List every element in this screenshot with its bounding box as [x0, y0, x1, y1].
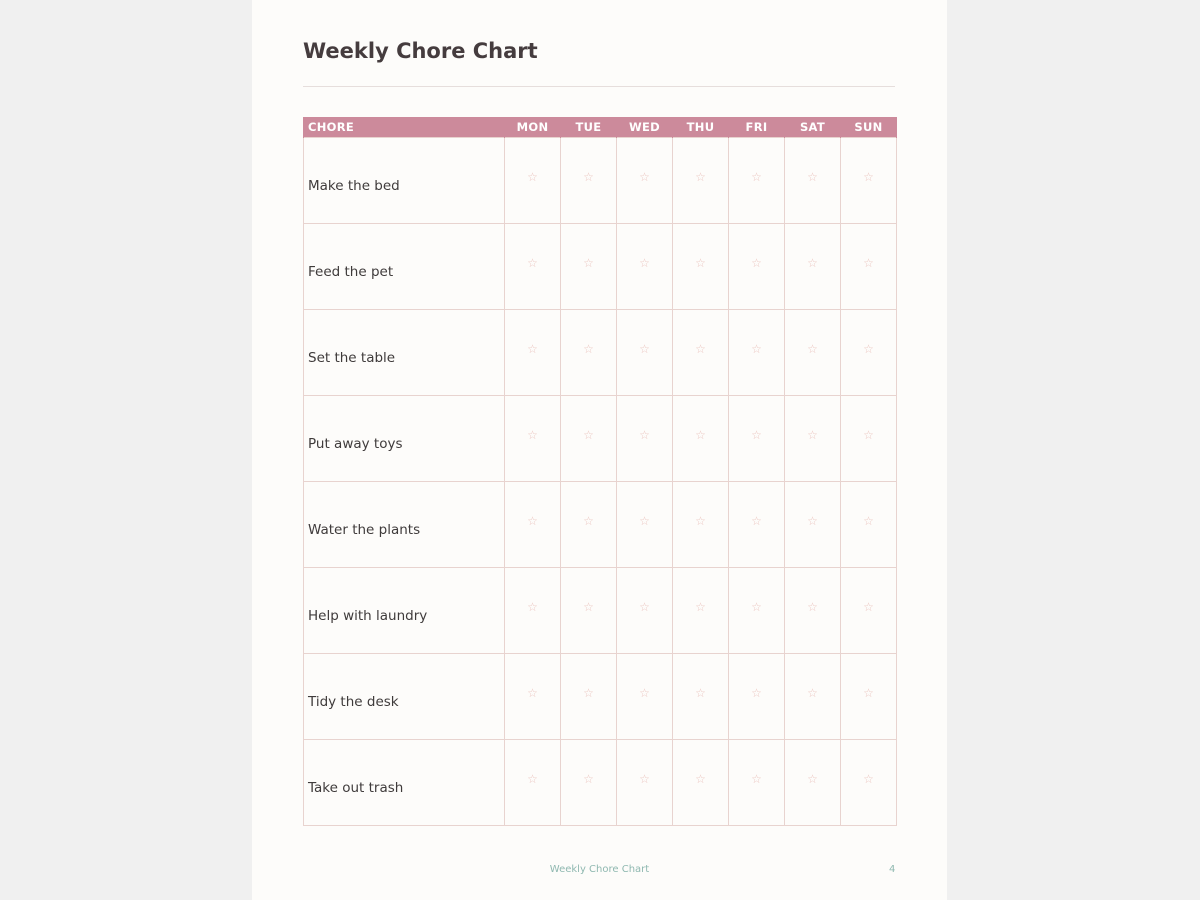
- checkbox-cell-fri[interactable]: [729, 310, 785, 396]
- checkbox-cell-sun[interactable]: [841, 310, 897, 396]
- column-header-thu: THU: [673, 117, 729, 138]
- checkbox-cell-wed[interactable]: [617, 138, 673, 224]
- star-icon: ☆: [751, 428, 762, 442]
- chore-name-cell: [304, 654, 505, 740]
- checkbox-cell-mon[interactable]: [505, 310, 561, 396]
- table-row: [304, 654, 897, 740]
- column-header-fri: FRI: [729, 117, 785, 138]
- chore-label: Put away toys: [308, 435, 403, 452]
- checkbox-cell-tue[interactable]: [561, 224, 617, 310]
- checkbox-cell-thu[interactable]: [673, 568, 729, 654]
- checkbox-cell-tue[interactable]: [561, 740, 617, 826]
- star-icon: ☆: [695, 170, 706, 184]
- checkbox-cell-wed[interactable]: [617, 224, 673, 310]
- table-row: [304, 740, 897, 826]
- column-header-mon: MON: [505, 117, 561, 138]
- star-icon: ☆: [583, 428, 594, 442]
- star-icon: ☆: [527, 600, 538, 614]
- checkbox-cell-thu[interactable]: [673, 138, 729, 224]
- page-number: 4: [889, 864, 896, 875]
- checkbox-cell-sun[interactable]: [841, 568, 897, 654]
- checkbox-cell-fri[interactable]: [729, 568, 785, 654]
- table-header-row: [304, 117, 897, 138]
- checkbox-cell-sat[interactable]: [785, 654, 841, 740]
- checkbox-cell-mon[interactable]: [505, 568, 561, 654]
- star-icon: ☆: [583, 170, 594, 184]
- table-row: [304, 568, 897, 654]
- checkbox-cell-wed[interactable]: [617, 396, 673, 482]
- chore-label: Water the plants: [308, 521, 421, 538]
- checkbox-cell-sat[interactable]: [785, 396, 841, 482]
- chore-name-cell: [304, 740, 505, 826]
- star-icon: ☆: [863, 428, 874, 442]
- star-icon: ☆: [527, 256, 538, 270]
- chore-label: Take out trash: [308, 779, 404, 796]
- checkbox-cell-sat[interactable]: [785, 310, 841, 396]
- chore-name-cell: [304, 224, 505, 310]
- checkbox-cell-mon[interactable]: [505, 482, 561, 568]
- checkbox-cell-fri[interactable]: [729, 740, 785, 826]
- checkbox-cell-mon[interactable]: [505, 224, 561, 310]
- chore-label: Feed the pet: [308, 263, 394, 280]
- star-icon: ☆: [807, 256, 818, 270]
- checkbox-cell-wed[interactable]: [617, 482, 673, 568]
- footer-title: Weekly Chore Chart: [549, 864, 650, 875]
- star-icon: ☆: [807, 686, 818, 700]
- checkbox-cell-fri[interactable]: [729, 138, 785, 224]
- checkbox-cell-fri[interactable]: [729, 482, 785, 568]
- checkbox-cell-wed[interactable]: [617, 654, 673, 740]
- chore-label: Help with laundry: [308, 607, 428, 624]
- star-icon: ☆: [583, 256, 594, 270]
- star-icon: ☆: [527, 686, 538, 700]
- star-icon: ☆: [863, 342, 874, 356]
- star-icon: ☆: [695, 428, 706, 442]
- chore-name-cell: [304, 396, 505, 482]
- checkbox-cell-tue[interactable]: [561, 568, 617, 654]
- checkbox-cell-mon[interactable]: [505, 396, 561, 482]
- star-icon: ☆: [863, 256, 874, 270]
- chore-label: Make the bed: [308, 177, 400, 194]
- star-icon: ☆: [527, 428, 538, 442]
- column-header-sat: SAT: [785, 117, 841, 138]
- checkbox-cell-mon[interactable]: [505, 654, 561, 740]
- table-row: [304, 224, 897, 310]
- star-icon: ☆: [751, 256, 762, 270]
- chore-label: Set the table: [308, 349, 396, 366]
- checkbox-cell-sat[interactable]: [785, 482, 841, 568]
- checkbox-cell-sun[interactable]: [841, 224, 897, 310]
- star-icon: ☆: [695, 256, 706, 270]
- star-icon: ☆: [751, 772, 762, 786]
- checkbox-cell-mon[interactable]: [505, 138, 561, 224]
- checkbox-cell-sat[interactable]: [785, 740, 841, 826]
- chore-label: Tidy the desk: [308, 693, 399, 710]
- checkbox-cell-fri[interactable]: [729, 654, 785, 740]
- star-icon: ☆: [807, 600, 818, 614]
- star-icon: ☆: [639, 686, 650, 700]
- star-icon: ☆: [863, 600, 874, 614]
- checkbox-cell-sun[interactable]: [841, 482, 897, 568]
- table-row: [304, 396, 897, 482]
- star-icon: ☆: [751, 342, 762, 356]
- checkbox-cell-fri[interactable]: [729, 396, 785, 482]
- star-icon: ☆: [863, 170, 874, 184]
- star-icon: ☆: [807, 428, 818, 442]
- checkbox-cell-tue[interactable]: [561, 310, 617, 396]
- checkbox-cell-wed[interactable]: [617, 310, 673, 396]
- checkbox-cell-wed[interactable]: [617, 740, 673, 826]
- star-icon: ☆: [695, 342, 706, 356]
- star-icon: ☆: [527, 170, 538, 184]
- star-icon: ☆: [751, 514, 762, 528]
- star-icon: ☆: [639, 170, 650, 184]
- title-divider: [303, 86, 895, 87]
- star-icon: ☆: [863, 686, 874, 700]
- checkbox-cell-sat[interactable]: [785, 224, 841, 310]
- star-icon: ☆: [695, 514, 706, 528]
- chore-name-cell: [304, 310, 505, 396]
- star-icon: ☆: [807, 514, 818, 528]
- chore-table-body: [304, 138, 897, 826]
- column-header-chore: CHORE: [304, 117, 505, 138]
- checkbox-cell-tue[interactable]: [561, 482, 617, 568]
- star-icon: ☆: [863, 514, 874, 528]
- table-row: [304, 310, 897, 396]
- star-icon: ☆: [751, 170, 762, 184]
- chore-name-cell: [304, 482, 505, 568]
- checkbox-cell-sun[interactable]: [841, 138, 897, 224]
- checkbox-cell-sun[interactable]: [841, 740, 897, 826]
- star-icon: ☆: [583, 342, 594, 356]
- checkbox-cell-thu[interactable]: [673, 396, 729, 482]
- star-icon: ☆: [583, 514, 594, 528]
- chore-name-cell: [304, 138, 505, 224]
- column-header-wed: WED: [617, 117, 673, 138]
- checkbox-cell-fri[interactable]: [729, 224, 785, 310]
- star-icon: ☆: [527, 772, 538, 786]
- checkbox-cell-mon[interactable]: [505, 740, 561, 826]
- star-icon: ☆: [807, 170, 818, 184]
- star-icon: ☆: [639, 514, 650, 528]
- star-icon: ☆: [639, 428, 650, 442]
- checkbox-cell-thu[interactable]: [673, 224, 729, 310]
- checkbox-cell-sun[interactable]: [841, 654, 897, 740]
- checkbox-cell-thu[interactable]: [673, 310, 729, 396]
- checkbox-cell-tue[interactable]: [561, 138, 617, 224]
- star-icon: ☆: [863, 772, 874, 786]
- checkbox-cell-tue[interactable]: [561, 396, 617, 482]
- star-icon: ☆: [695, 600, 706, 614]
- star-icon: ☆: [583, 772, 594, 786]
- checkbox-cell-tue[interactable]: [561, 654, 617, 740]
- checkbox-cell-thu[interactable]: [673, 482, 729, 568]
- star-icon: ☆: [639, 256, 650, 270]
- star-icon: ☆: [639, 600, 650, 614]
- star-icon: ☆: [583, 686, 594, 700]
- star-icon: ☆: [527, 514, 538, 528]
- star-icon: ☆: [751, 600, 762, 614]
- checkbox-cell-thu[interactable]: [673, 654, 729, 740]
- checkbox-cell-sun[interactable]: [841, 396, 897, 482]
- star-icon: ☆: [751, 686, 762, 700]
- star-icon: ☆: [639, 772, 650, 786]
- checkbox-cell-sat[interactable]: [785, 568, 841, 654]
- chore-table: [303, 117, 897, 826]
- star-icon: ☆: [807, 772, 818, 786]
- table-row: [304, 482, 897, 568]
- star-icon: ☆: [583, 600, 594, 614]
- star-icon: ☆: [695, 686, 706, 700]
- star-icon: ☆: [695, 772, 706, 786]
- star-icon: ☆: [639, 342, 650, 356]
- star-icon: ☆: [527, 342, 538, 356]
- page-title: Weekly Chore Chart: [303, 39, 538, 63]
- column-header-sun: SUN: [841, 117, 897, 138]
- checkbox-cell-sat[interactable]: [785, 138, 841, 224]
- star-icon: ☆: [807, 342, 818, 356]
- table-row: [304, 138, 897, 224]
- checkbox-cell-wed[interactable]: [617, 568, 673, 654]
- checkbox-cell-thu[interactable]: [673, 740, 729, 826]
- chore-name-cell: [304, 568, 505, 654]
- document-page: [252, 0, 947, 900]
- column-header-tue: TUE: [561, 117, 617, 138]
